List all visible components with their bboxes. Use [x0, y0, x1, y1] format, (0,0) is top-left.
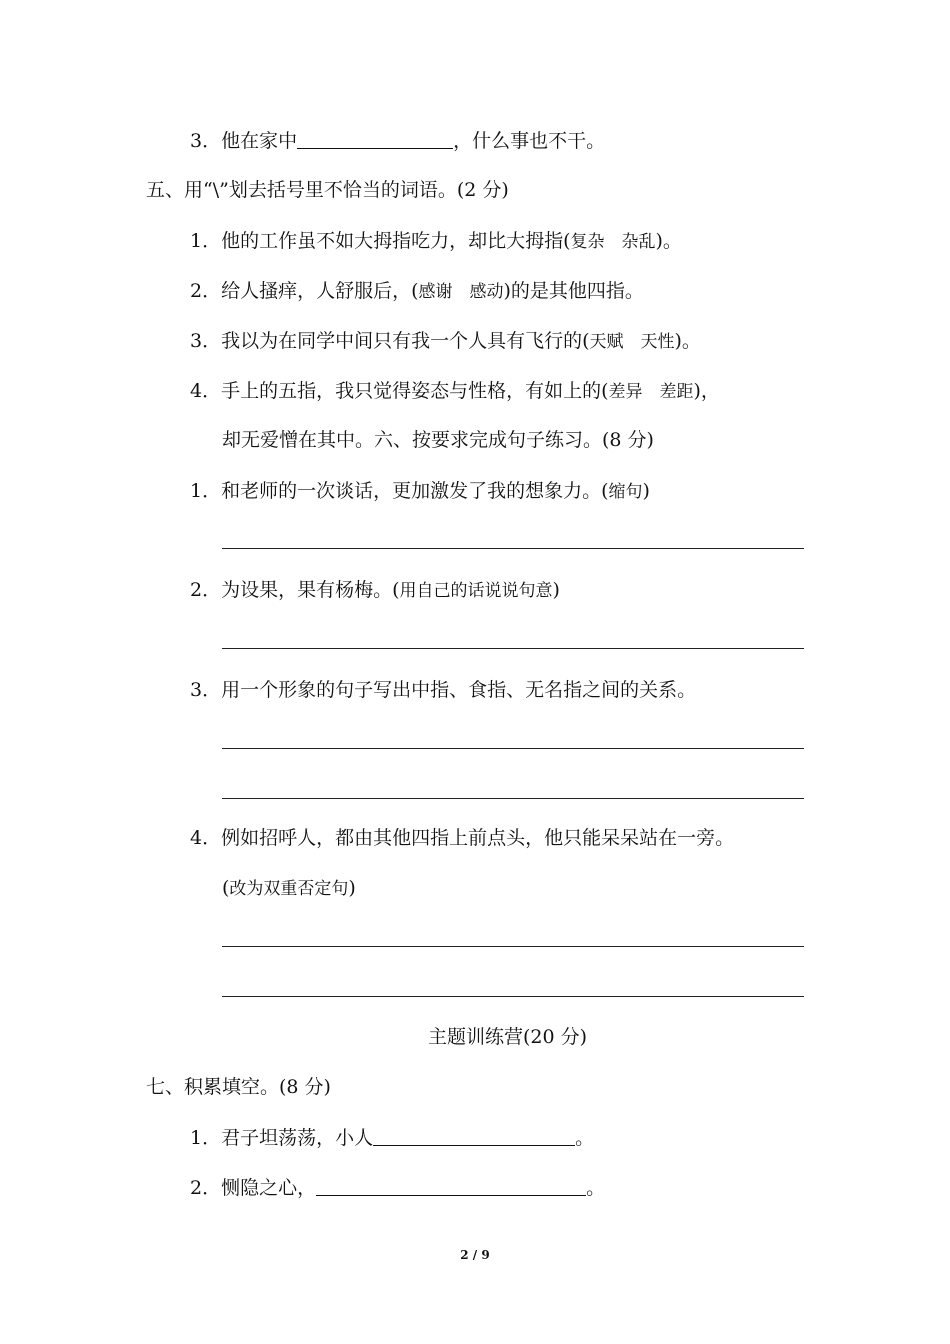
question-text: )。 — [674, 330, 701, 352]
answer-line[interactable] — [222, 648, 804, 649]
question-text: ，什么事也不干。 — [453, 130, 606, 152]
question-text: 2．给人搔痒，人舒服后，( — [190, 280, 419, 302]
page-number: 2 / 9 — [460, 1248, 490, 1262]
question-line: 4．例如招呼人，都由其他四指上前点头，他只能呆呆站在一旁。 — [190, 827, 735, 849]
word-options[interactable]: 复杂 杂乱 — [570, 232, 656, 252]
section-heading: 七、积累填空。(8 分) — [146, 1076, 331, 1098]
question-text: ) — [642, 480, 650, 502]
question-text: 1．君子坦荡荡，小人 — [190, 1127, 374, 1149]
question-continuation — [222, 876, 356, 901]
answer-line[interactable] — [222, 548, 804, 549]
paren-close: ) — [348, 877, 356, 899]
question-text: 。 — [575, 1127, 595, 1149]
question-line — [190, 578, 560, 603]
answer-line[interactable] — [222, 798, 804, 799]
instruction-note: 缩句 — [608, 482, 643, 502]
question-text: )。 — [655, 230, 682, 252]
question-line — [190, 229, 682, 254]
question-text: 3．他在家中 — [190, 130, 298, 152]
question-line — [190, 1126, 594, 1150]
fill-blank[interactable] — [373, 1127, 575, 1146]
question-line: 3．用一个形象的句子写出中指、食指、无名指之间的关系。 — [190, 679, 697, 701]
section-title: 主题训练营(20 分) — [428, 1026, 588, 1048]
answer-line[interactable] — [222, 748, 804, 749]
question-text: )， — [693, 380, 720, 402]
question-text: 3．我以为在同学中间只有我一个人具有飞行的( — [190, 330, 590, 352]
question-line — [190, 479, 650, 504]
fill-blank[interactable] — [316, 1177, 586, 1196]
question-line — [190, 279, 644, 304]
question-text: 2．为设果，果有杨梅。( — [190, 579, 400, 601]
answer-line[interactable] — [222, 946, 804, 947]
question-line — [190, 129, 605, 153]
word-options[interactable]: 感谢 感动 — [418, 282, 504, 302]
question-line — [190, 329, 701, 354]
answer-line[interactable] — [222, 996, 804, 997]
instruction-note: 用自己的话说说句意 — [399, 581, 553, 601]
paren-open: ( — [222, 877, 230, 899]
word-options[interactable]: 差异 差距 — [608, 382, 694, 402]
question-line — [190, 379, 720, 404]
question-text: 1．和老师的一次谈话，更加激发了我的想象力。( — [190, 480, 609, 502]
instruction-note: 改为双重否定句 — [229, 879, 349, 899]
question-line — [190, 1176, 605, 1200]
question-text: 。 — [586, 1177, 606, 1199]
question-continuation: 却无爱憎在其中。六、按要求完成句子练习。(8 分) — [222, 429, 654, 451]
word-options[interactable]: 天赋 天性 — [589, 332, 675, 352]
question-text: 2．恻隐之心， — [190, 1177, 317, 1199]
fill-blank[interactable] — [297, 130, 453, 149]
question-text: )的是其他四指。 — [503, 280, 644, 302]
question-text: 4．手上的五指，我只觉得姿态与性格，有如上的( — [190, 380, 609, 402]
question-text: ) — [552, 579, 560, 601]
question-text: 1．他的工作虽不如大拇指吃力，却比大拇指( — [190, 230, 571, 252]
section-heading: 五、用“\”划去括号里不恰当的词语。(2 分) — [146, 179, 509, 201]
